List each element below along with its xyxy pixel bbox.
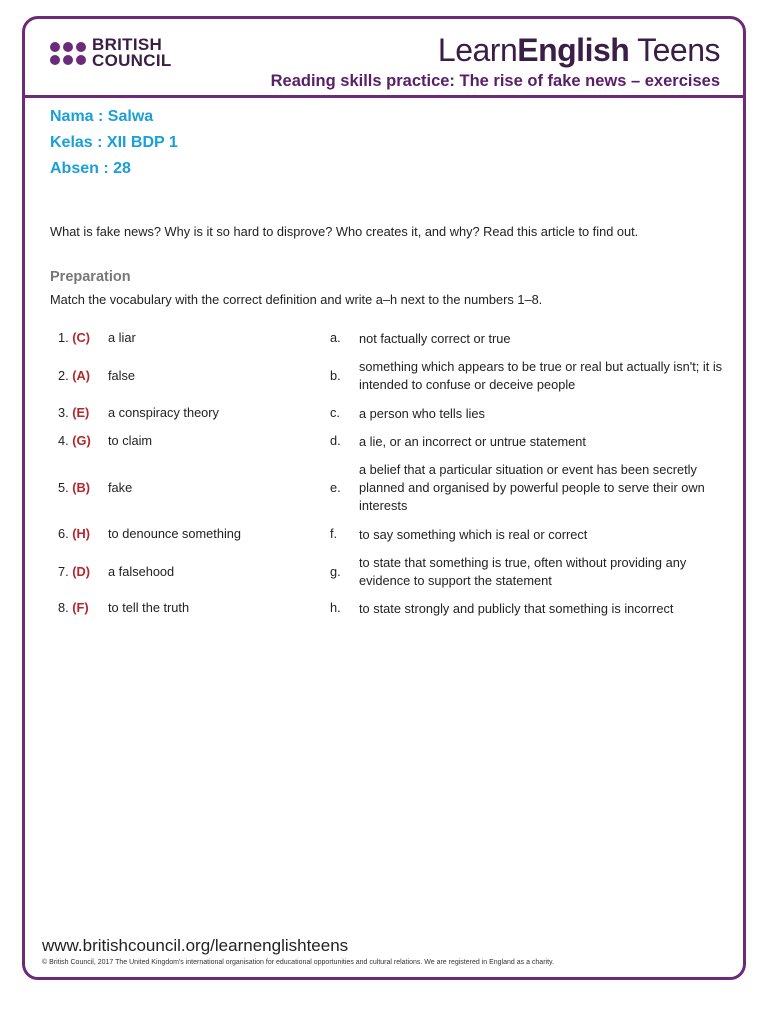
vocab-word: a conspiracy theory bbox=[108, 405, 219, 420]
answer: (A) bbox=[72, 368, 91, 383]
answer: (H) bbox=[72, 526, 91, 541]
header-divider bbox=[22, 95, 746, 98]
vocab-word: false bbox=[108, 368, 136, 383]
student-class: Kelas : XII BDP 1 bbox=[50, 134, 178, 151]
definition-letter: h. bbox=[330, 600, 341, 615]
instruction-text: Match the vocabulary with the correct definition and write a–h next to the numbers 1–8. bbox=[50, 292, 543, 307]
definition: to state strongly and publicly that something is incorrect bbox=[359, 601, 674, 616]
vocab-word: to denounce something bbox=[108, 526, 242, 541]
vocab-word: a liar bbox=[108, 330, 136, 345]
answer: (D) bbox=[72, 564, 91, 579]
intro-text: What is fake news? Why is it so hard to disprove? Who creates it, and why? Read this article to find out. bbox=[50, 224, 639, 239]
logo-text: BRITISH COUNCIL bbox=[92, 35, 172, 70]
section-title: Preparation bbox=[50, 269, 131, 285]
vocab-word: to tell the truth bbox=[108, 600, 190, 615]
definition: a lie, or an incorrect or untrue statement bbox=[359, 434, 586, 449]
definition-letter: e. bbox=[330, 480, 341, 495]
definition-letter: g. bbox=[330, 564, 341, 579]
footer-url: www.britishcouncil.org/learnenglishteens bbox=[42, 936, 349, 955]
student-name: Nama : Salwa bbox=[50, 108, 154, 125]
document-title: Reading skills practice: The rise of fake news – exercises bbox=[270, 72, 720, 90]
answer: (G) bbox=[72, 433, 91, 448]
learnenglish-teens-brand: LearnEnglish Teens bbox=[437, 32, 720, 68]
definition: a belief that a particular situation or event has been secretly planned and organised by powerful people to serve their own interests bbox=[359, 462, 705, 513]
british-council-logo bbox=[50, 37, 172, 69]
definition: a person who tells lies bbox=[359, 406, 485, 421]
logo-dots-icon bbox=[50, 42, 86, 65]
definition-letter: d. bbox=[330, 433, 341, 448]
definition: to say something which is real or correct bbox=[359, 527, 588, 542]
footer-copyright: © British Council, 2017 The United Kingdom's international organisation for educational opportunities and cultural relations. We are registered in England as a charity. bbox=[42, 959, 554, 966]
answer: (C) bbox=[72, 330, 91, 345]
definition: to state that something is true, often without providing any evidence to support the statement bbox=[359, 555, 687, 588]
answer: (E) bbox=[72, 405, 90, 420]
definition: something which appears to be true or real but actually isn't; it is intended to confuse or deceive people bbox=[359, 359, 723, 392]
student-info bbox=[50, 106, 178, 184]
vocab-word: fake bbox=[108, 480, 133, 495]
answer: (B) bbox=[72, 480, 91, 495]
definition-letter: b. bbox=[330, 368, 341, 383]
definition-letter: a. bbox=[330, 330, 341, 345]
definition-letter: f. bbox=[330, 526, 338, 541]
student-number: Absen : 28 bbox=[50, 160, 131, 177]
vocab-word: a falsehood bbox=[108, 564, 175, 579]
definition-letter: c. bbox=[330, 405, 340, 420]
vocab-word: to claim bbox=[108, 433, 153, 448]
answer: (F) bbox=[72, 600, 89, 615]
definition: not factually correct or true bbox=[359, 331, 511, 346]
